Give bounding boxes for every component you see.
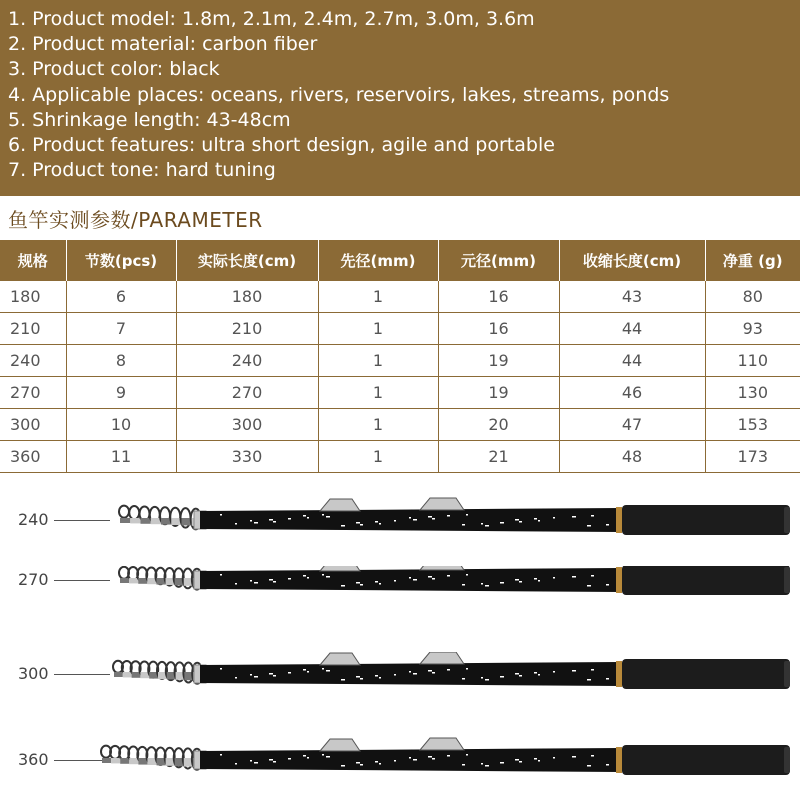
- rod-speckle: [519, 675, 522, 677]
- rod-speckle: [360, 524, 363, 526]
- rod-speckle: [553, 517, 555, 519]
- table-row: [0, 377, 800, 409]
- rod-speckle: [413, 673, 417, 675]
- rod-tip-segment: [102, 758, 111, 763]
- rod-grip: [622, 659, 790, 689]
- rod-speckle: [432, 518, 435, 520]
- rod-tip-segment: [120, 518, 130, 523]
- cell-net-weight: 93: [705, 313, 800, 345]
- rod-tip-segment: [129, 758, 138, 764]
- rod-speckle: [553, 671, 555, 673]
- rod-butt-cap: [784, 567, 790, 593]
- rod-speckle: [466, 514, 468, 516]
- rod-speckle: [606, 678, 609, 680]
- rod-speckle: [500, 522, 504, 524]
- cell-butt-diameter: 16: [438, 281, 559, 313]
- rod-speckle: [254, 582, 258, 584]
- rod-row-240: [0, 480, 800, 550]
- header-butt-diameter: 元径(mm): [438, 240, 559, 281]
- cell-closed-length: 48: [559, 441, 705, 473]
- rod-speckle: [220, 668, 222, 670]
- rod-speckle: [326, 516, 330, 518]
- rod-speckle: [428, 516, 432, 518]
- rod-speckle: [572, 516, 576, 518]
- rod-speckle: [587, 525, 591, 527]
- rod-speckle: [307, 757, 309, 759]
- rod-speckle: [288, 672, 291, 674]
- rod-speckle: [534, 672, 537, 674]
- rod-speckle: [220, 754, 222, 756]
- rod-speckle: [481, 763, 483, 765]
- rod-speckle: [250, 580, 252, 582]
- rod-speckle: [394, 580, 396, 582]
- reel-seat-rear: [420, 738, 464, 750]
- cell-actual-length: 240: [176, 345, 318, 377]
- rod-speckle: [269, 673, 273, 675]
- rod-speckle: [462, 584, 465, 586]
- rod-row-270: [0, 566, 800, 636]
- table-row: [0, 281, 800, 313]
- rod-speckle: [572, 670, 576, 672]
- rod-speckle: [326, 670, 330, 672]
- rod-speckle: [356, 582, 360, 584]
- rod-blank: [200, 662, 620, 686]
- rod-speckle: [288, 578, 291, 580]
- cell-sections: 6: [66, 281, 176, 313]
- cell-tip-diameter: 1: [318, 281, 438, 313]
- cell-closed-length: 46: [559, 377, 705, 409]
- rod-speckle: [303, 515, 306, 517]
- rod-speckle: [413, 579, 417, 581]
- rod-speckle: [254, 522, 258, 524]
- rod-speckle: [379, 763, 381, 765]
- cell-tip-diameter: 1: [318, 345, 438, 377]
- cell-actual-length: 210: [176, 313, 318, 345]
- feature-item: 4. Applicable places: oceans, rivers, reservoirs, lakes, streams, ponds: [8, 83, 670, 106]
- cell-actual-length: 270: [176, 377, 318, 409]
- rod-speckle: [322, 754, 324, 756]
- feature-item: 5. Shrinkage length: 43-48cm: [8, 108, 291, 131]
- feature-item: 6. Product features: ultra short design, agile and portable: [8, 134, 555, 157]
- rod-speckle: [462, 764, 465, 766]
- cell-tip-diameter: 1: [318, 441, 438, 473]
- rod-speckle: [485, 525, 489, 527]
- rod-drawing: [119, 566, 790, 595]
- rod-tip-segment: [123, 672, 132, 677]
- rod-speckle: [447, 669, 450, 671]
- rod-butt-cap: [784, 507, 790, 533]
- cell-butt-diameter: 19: [438, 345, 559, 377]
- rod-speckle: [413, 519, 417, 521]
- rod-speckle: [375, 521, 378, 523]
- rod-speckle: [606, 764, 609, 766]
- cell-spec: 360: [0, 441, 66, 473]
- rod-butt-cap: [784, 747, 790, 773]
- header-tip-diameter: 先径(mm): [318, 240, 438, 281]
- rod-speckle: [303, 755, 306, 757]
- rod-speckle: [515, 519, 519, 521]
- cell-spec: 180: [0, 281, 66, 313]
- rod-speckle: [538, 580, 540, 582]
- rod-tip-segment: [120, 578, 129, 583]
- rod-speckle: [394, 760, 396, 762]
- rod-image: [0, 728, 800, 798]
- rod-speckle: [500, 676, 504, 678]
- rod-speckle: [462, 678, 465, 680]
- rod-speckle: [534, 578, 537, 580]
- rod-speckle: [428, 756, 432, 758]
- reel-seat-front: [320, 499, 360, 511]
- rod-speckle: [273, 521, 276, 523]
- rod-length-label: 270: [18, 570, 49, 589]
- header-spec: 规格: [0, 240, 66, 281]
- rod-speckle: [481, 583, 483, 585]
- rod-grip: [622, 745, 790, 775]
- header-closed-length: 收缩长度(cm): [559, 240, 705, 281]
- feature-list: [8, 7, 800, 183]
- rod-speckle: [538, 760, 540, 762]
- rod-speckle: [534, 758, 537, 760]
- cell-butt-diameter: 20: [438, 409, 559, 441]
- rod-butt-cap: [784, 661, 790, 687]
- rod-speckle: [356, 522, 360, 524]
- rod-speckle: [326, 756, 330, 758]
- rod-speckle: [515, 673, 519, 675]
- rod-speckle: [591, 575, 594, 577]
- parameter-title: 鱼竿实测参数/PARAMETER: [8, 208, 263, 232]
- rod-speckle: [269, 759, 273, 761]
- rod-length-label: 300: [18, 664, 49, 683]
- cell-sections: 11: [66, 441, 176, 473]
- rod-speckle: [447, 755, 450, 757]
- rod-speckle: [432, 758, 435, 760]
- rod-speckle: [515, 759, 519, 761]
- parameter-table: [0, 240, 800, 473]
- cell-sections: 8: [66, 345, 176, 377]
- feature-item: 1. Product model: 1.8m, 2.1m, 2.4m, 2.7m, 3.0m, 3.6m: [8, 8, 535, 30]
- rod-speckle: [500, 762, 504, 764]
- rod-speckle: [432, 578, 435, 580]
- rod-speckle: [360, 764, 363, 766]
- rod-length-label: 240: [18, 510, 49, 529]
- cell-closed-length: 44: [559, 313, 705, 345]
- rod-tip-segment: [130, 518, 140, 523]
- rod-speckle: [485, 679, 489, 681]
- rod-speckle: [356, 762, 360, 764]
- cell-tip-diameter: 1: [318, 409, 438, 441]
- header-net-weight: 净重 (g): [705, 240, 800, 281]
- rod-speckle: [273, 675, 276, 677]
- rod-speckle: [394, 674, 396, 676]
- cell-butt-diameter: 19: [438, 377, 559, 409]
- rod-speckle: [375, 761, 378, 763]
- reel-seat-front: [320, 653, 360, 665]
- rod-speckle: [235, 523, 237, 525]
- rod-tip-segment: [111, 758, 120, 763]
- cell-closed-length: 44: [559, 345, 705, 377]
- rod-image: [0, 566, 800, 636]
- rod-speckle: [273, 581, 276, 583]
- rod-speckle: [235, 677, 237, 679]
- rod-speckle: [235, 763, 237, 765]
- rod-speckle: [250, 520, 252, 522]
- rod-speckle: [481, 523, 483, 525]
- rod-trim-ring: [616, 661, 622, 687]
- rod-speckle: [288, 518, 291, 520]
- rod-speckle: [485, 585, 489, 587]
- rod-tip-segment: [120, 758, 129, 764]
- rod-guide-ring: [129, 506, 139, 519]
- cell-actual-length: 330: [176, 441, 318, 473]
- cell-net-weight: 153: [705, 409, 800, 441]
- rod-speckle: [322, 514, 324, 516]
- feature-item: 2. Product material: carbon fiber: [8, 33, 318, 56]
- table-row: [0, 409, 800, 441]
- rod-speckle: [250, 760, 252, 762]
- rod-speckle: [432, 672, 435, 674]
- cell-spec: 300: [0, 409, 66, 441]
- rod-speckle: [254, 762, 258, 764]
- rod-speckle: [515, 579, 519, 581]
- table-row: [0, 345, 800, 377]
- cell-spec: 210: [0, 313, 66, 345]
- rod-speckle: [587, 765, 591, 767]
- cell-actual-length: 300: [176, 409, 318, 441]
- rod-photos: [0, 474, 800, 800]
- cell-spec: 270: [0, 377, 66, 409]
- rod-speckle: [341, 525, 345, 527]
- rod-speckle: [500, 582, 504, 584]
- rod-speckle: [341, 679, 345, 681]
- rod-speckle: [269, 519, 273, 521]
- rod-speckle: [356, 676, 360, 678]
- rod-speckle: [428, 670, 432, 672]
- rod-grip: [622, 566, 790, 595]
- rod-trim-ring: [616, 507, 622, 533]
- rod-speckle: [307, 517, 309, 519]
- rod-speckle: [485, 765, 489, 767]
- cell-butt-diameter: 21: [438, 441, 559, 473]
- cell-spec: 240: [0, 345, 66, 377]
- cell-sections: 7: [66, 313, 176, 345]
- reel-seat-rear: [420, 652, 464, 664]
- rod-speckle: [466, 754, 468, 756]
- rod-speckle: [538, 520, 540, 522]
- feature-item: 3. Product color: black: [8, 58, 220, 81]
- rod-grip: [622, 505, 790, 535]
- cell-actual-length: 180: [176, 281, 318, 313]
- rod-blank: [200, 508, 620, 532]
- rod-blank: [200, 748, 620, 772]
- rod-speckle: [591, 515, 594, 517]
- rod-speckle: [303, 575, 306, 577]
- header-actual-length: 实际长度(cm): [176, 240, 318, 281]
- rod-speckle: [538, 674, 540, 676]
- header-sections: 节数(pcs): [66, 240, 176, 281]
- feature-item: 7. Product tone: hard tuning: [8, 159, 276, 182]
- rod-trim-ring: [616, 567, 622, 593]
- rod-tip-segment: [141, 518, 151, 524]
- rod-speckle: [587, 679, 591, 681]
- rod-speckle: [375, 581, 378, 583]
- rod-speckle: [288, 758, 291, 760]
- rod-speckle: [587, 585, 591, 587]
- rod-speckle: [322, 574, 324, 576]
- rod-speckle: [273, 761, 276, 763]
- rod-speckle: [379, 523, 381, 525]
- rod-speckle: [553, 577, 555, 579]
- rod-guide-ring: [119, 506, 129, 518]
- cell-sections: 10: [66, 409, 176, 441]
- rod-drawing: [101, 738, 790, 775]
- rod-speckle: [606, 524, 609, 526]
- rod-length-label: 360: [18, 750, 49, 769]
- cell-closed-length: 43: [559, 281, 705, 313]
- rod-speckle: [250, 674, 252, 676]
- rod-drawing: [119, 498, 790, 535]
- rod-speckle: [220, 574, 222, 576]
- rod-speckle: [235, 583, 237, 585]
- rod-speckle: [360, 678, 363, 680]
- reel-seat-rear: [420, 566, 464, 570]
- cell-sections: 9: [66, 377, 176, 409]
- rod-image: [0, 652, 800, 722]
- rod-speckle: [379, 677, 381, 679]
- rod-speckle: [519, 581, 522, 583]
- rod-speckle: [534, 518, 537, 520]
- rod-speckle: [591, 755, 594, 757]
- rod-speckle: [341, 765, 345, 767]
- rod-speckle: [409, 577, 411, 579]
- rod-row-360: [0, 728, 800, 798]
- rod-speckle: [360, 584, 363, 586]
- rod-speckle: [326, 576, 330, 578]
- cell-net-weight: 173: [705, 441, 800, 473]
- cell-net-weight: 130: [705, 377, 800, 409]
- rod-speckle: [447, 575, 450, 577]
- table-row: [0, 441, 800, 473]
- cell-butt-diameter: 16: [438, 313, 559, 345]
- rod-speckle: [413, 759, 417, 761]
- rod-speckle: [307, 671, 309, 673]
- rod-row-300: [0, 652, 800, 722]
- rod-speckle: [606, 584, 609, 586]
- table-row: [0, 313, 800, 345]
- rod-tip-segment: [129, 578, 138, 583]
- rod-speckle: [466, 668, 468, 670]
- reel-seat-front: [320, 739, 360, 751]
- rod-trim-ring: [616, 747, 622, 773]
- rod-image: [0, 480, 800, 550]
- rod-speckle: [591, 669, 594, 671]
- rod-speckle: [394, 520, 396, 522]
- rod-speckle: [462, 524, 465, 526]
- rod-speckle: [303, 669, 306, 671]
- rod-drawing: [113, 652, 790, 689]
- rod-speckle: [220, 514, 222, 516]
- rod-speckle: [375, 675, 378, 677]
- rod-speckle: [409, 671, 411, 673]
- rod-speckle: [409, 757, 411, 759]
- rod-speckle: [572, 576, 576, 578]
- cell-tip-diameter: 1: [318, 313, 438, 345]
- rod-speckle: [379, 583, 381, 585]
- features-banner: [0, 0, 800, 196]
- rod-speckle: [269, 579, 273, 581]
- rod-blank: [200, 568, 620, 592]
- rod-speckle: [481, 677, 483, 679]
- reel-seat-front: [320, 566, 360, 571]
- rod-speckle: [409, 517, 411, 519]
- rod-speckle: [447, 515, 450, 517]
- rod-speckle: [254, 676, 258, 678]
- rod-speckle: [322, 668, 324, 670]
- rod-speckle: [428, 576, 432, 578]
- rod-speckle: [519, 521, 522, 523]
- rod-speckle: [466, 574, 468, 576]
- reel-seat-rear: [420, 498, 464, 510]
- table-header-row: [0, 240, 800, 281]
- rod-speckle: [572, 756, 576, 758]
- cell-tip-diameter: 1: [318, 377, 438, 409]
- rod-speckle: [553, 757, 555, 759]
- rod-speckle: [519, 761, 522, 763]
- cell-net-weight: 80: [705, 281, 800, 313]
- cell-closed-length: 47: [559, 409, 705, 441]
- rod-speckle: [341, 585, 345, 587]
- rod-tip-segment: [114, 672, 123, 677]
- cell-net-weight: 110: [705, 345, 800, 377]
- rod-speckle: [307, 577, 309, 579]
